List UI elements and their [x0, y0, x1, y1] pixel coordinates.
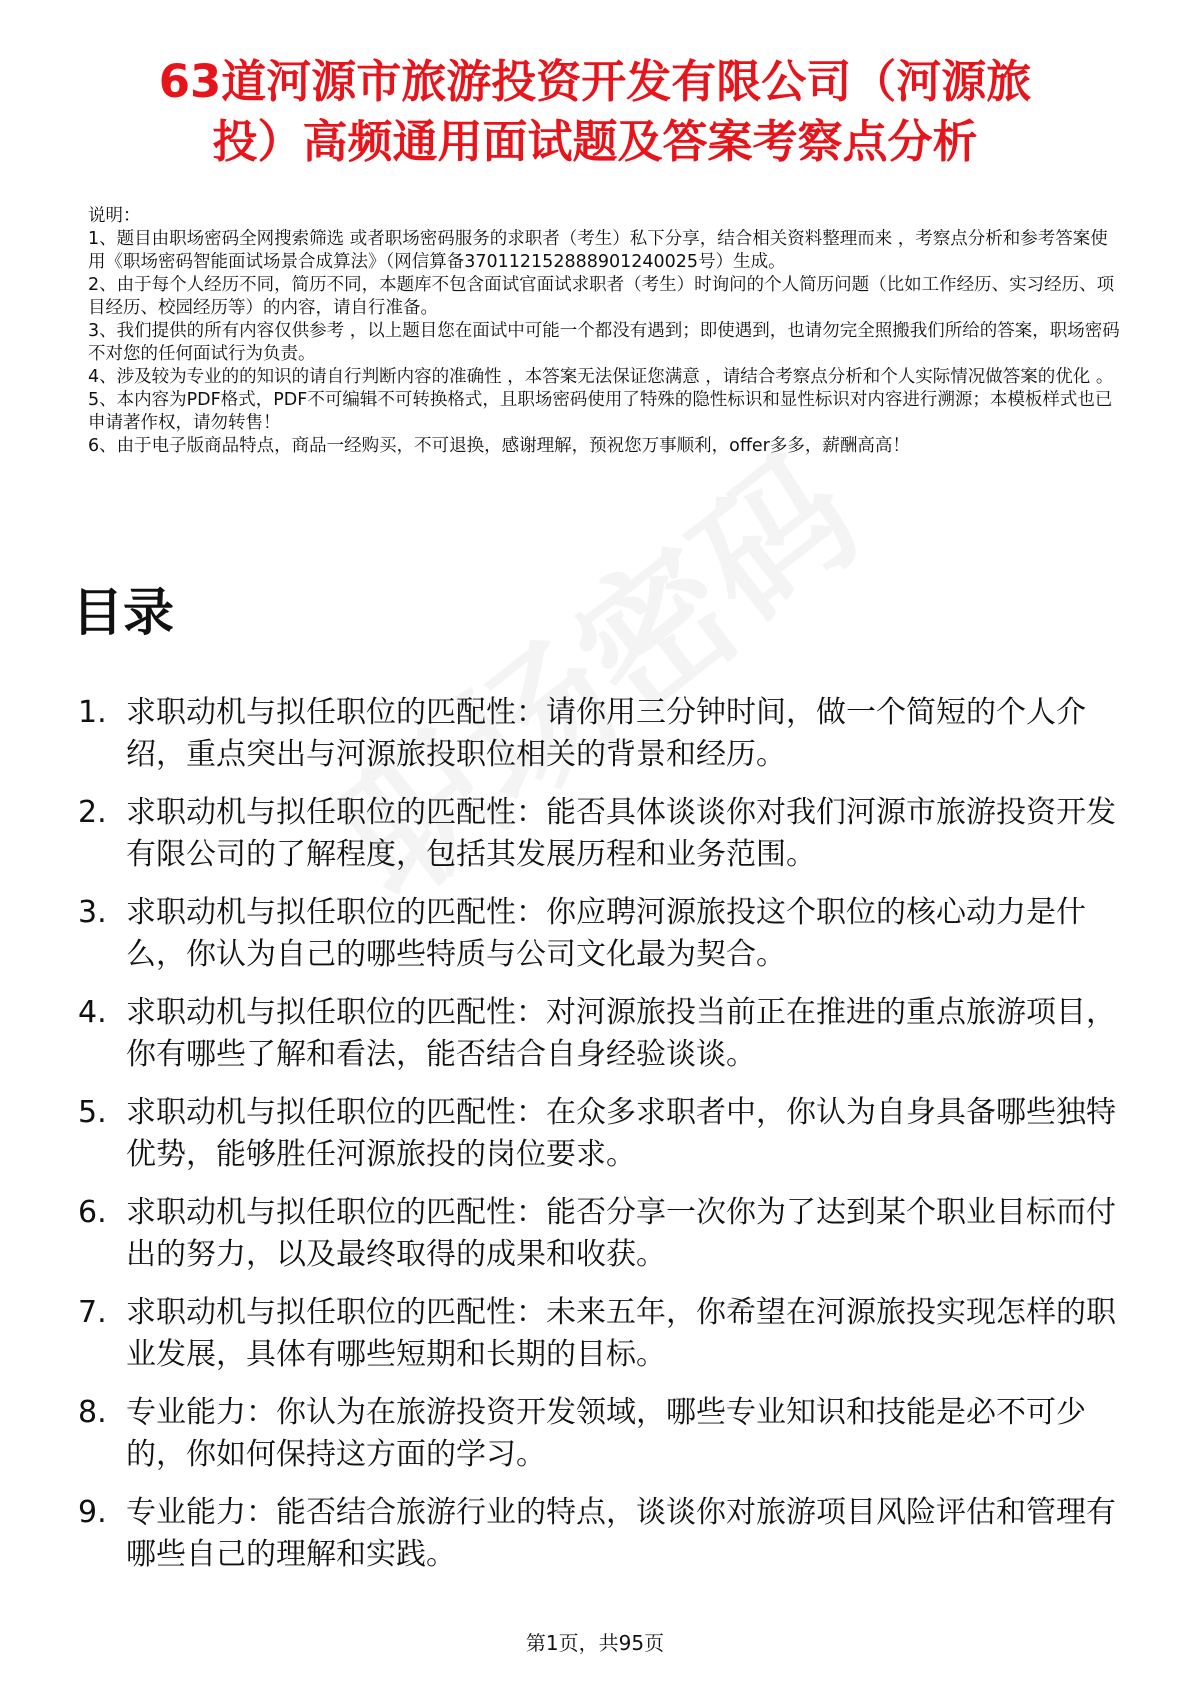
- toc-item-text: 求职动机与拟任职位的匹配性：在众多求职者中，你认为自身具备哪些独特优势，能够胜任河源旅投的岗位要求。: [126, 1095, 1116, 1172]
- toc-item-number: 6.: [78, 1195, 107, 1230]
- toc-item-number: 7.: [78, 1295, 107, 1330]
- toc-item-4[interactable]: [78, 992, 1118, 1076]
- document-title: [80, 52, 1110, 172]
- toc-item-text: 专业能力：你认为在旅游投资开发领域，哪些专业知识和技能是必不可少的，你如何保持这方面的学习。: [126, 1395, 1086, 1472]
- toc-item-text: 求职动机与拟任职位的匹配性：能否具体谈谈你对我们河源市旅游投资开发有限公司的了解程度，包括其发展历程和业务范围。: [126, 795, 1116, 872]
- toc-item-number: 9.: [78, 1495, 107, 1530]
- notes-heading: 说明：: [88, 206, 141, 226]
- toc-item-number: 8.: [78, 1395, 107, 1430]
- toc-item-number: 2.: [78, 795, 107, 830]
- note-item: 2、由于每个人经历不同，简历不同，本题库不包含面试官面试求职者（考生）时询问的个人简历问题（比如工作经历、实习经历、项目经历、校园经历等）的内容，请自行准备。: [88, 275, 1115, 318]
- toc-item-text: 求职动机与拟任职位的匹配性：能否分享一次你为了达到某个职业目标而付出的努力，以及最终取得的成果和收获。: [126, 1195, 1116, 1272]
- toc-item-number: 4.: [78, 995, 107, 1030]
- toc-item-number: 1.: [78, 695, 107, 730]
- note-item: 4、涉及较为专业的的知识的请自行判断内容的准确性 ，本答案无法保证您满意 ，请结合考察点分析和个人实际情况做答案的优化 。: [88, 367, 1114, 387]
- toc-item-6[interactable]: [78, 1192, 1118, 1276]
- toc-item-text: 专业能力：能否结合旅游行业的特点，谈谈你对旅游项目风险评估和管理有哪些自己的理解和实践。: [126, 1495, 1116, 1572]
- toc-item-7[interactable]: [78, 1292, 1118, 1376]
- notes-section: [88, 205, 1120, 458]
- toc-item-number: 3.: [78, 895, 107, 930]
- toc-item-text: 求职动机与拟任职位的匹配性：你应聘河源旅投这个职位的核心动力是什么，你认为自己的哪些特质与公司文化最为契合。: [126, 895, 1086, 972]
- toc-item-1[interactable]: [78, 692, 1118, 776]
- note-item: 3、我们提供的所有内容仅供参考 ，以上题目您在面试中可能一个都没有遇到；即使遇到，也请勿完全照搬我们所给的答案，职场密码不对您的任何面试行为负责。: [88, 321, 1120, 364]
- toc-item-3[interactable]: [78, 892, 1118, 976]
- toc-item-text: 求职动机与拟任职位的匹配性：对河源旅投当前正在推进的重点旅游项目，你有哪些了解和看法，能否结合自身经验谈谈。: [126, 995, 1116, 1072]
- title-line-1: 63道河源市旅游投资开发有限公司（河源旅: [158, 55, 1032, 108]
- toc-item-text: 求职动机与拟任职位的匹配性：请你用三分钟时间，做一个简短的个人介绍，重点突出与河源旅投职位相关的背景和经历。: [126, 695, 1086, 772]
- toc-item-text: 求职动机与拟任职位的匹配性：未来五年，你希望在河源旅投实现怎样的职业发展，具体有哪些短期和长期的目标。: [126, 1295, 1116, 1372]
- toc-item-number: 5.: [78, 1095, 107, 1130]
- toc-item-5[interactable]: [78, 1092, 1118, 1176]
- note-item: 6、由于电子版商品特点，商品一经购买，不可退换，感谢理解，预祝您万事顺利，offer多多，薪酬高高！: [88, 436, 910, 456]
- toc-item-2[interactable]: [78, 792, 1118, 876]
- page-footer: 第1页，共95页: [525, 1631, 665, 1655]
- title-line-2: 投）高频通用面试题及答案考察点分析: [212, 115, 978, 168]
- toc-heading: 目录: [72, 584, 175, 643]
- toc-list: [78, 692, 1118, 1592]
- toc-item-9[interactable]: [78, 1492, 1118, 1576]
- toc-item-8[interactable]: [78, 1392, 1118, 1476]
- note-item: 1、题目由职场密码全网搜索筛选 或者职场密码服务的求职者（考生）私下分享，结合相关资料整理而来 ，考察点分析和参考答案使用《职场密码智能面试场景合成算法》（网信算备370112152888901240025号）生成。: [88, 229, 1108, 272]
- note-item: 5、本内容为PDF格式，PDF不可编辑不可转换格式，且职场密码使用了特殊的隐性标识和显性标识对内容进行溯源；本模板样式也已申请著作权，请勿转售！: [88, 390, 1113, 433]
